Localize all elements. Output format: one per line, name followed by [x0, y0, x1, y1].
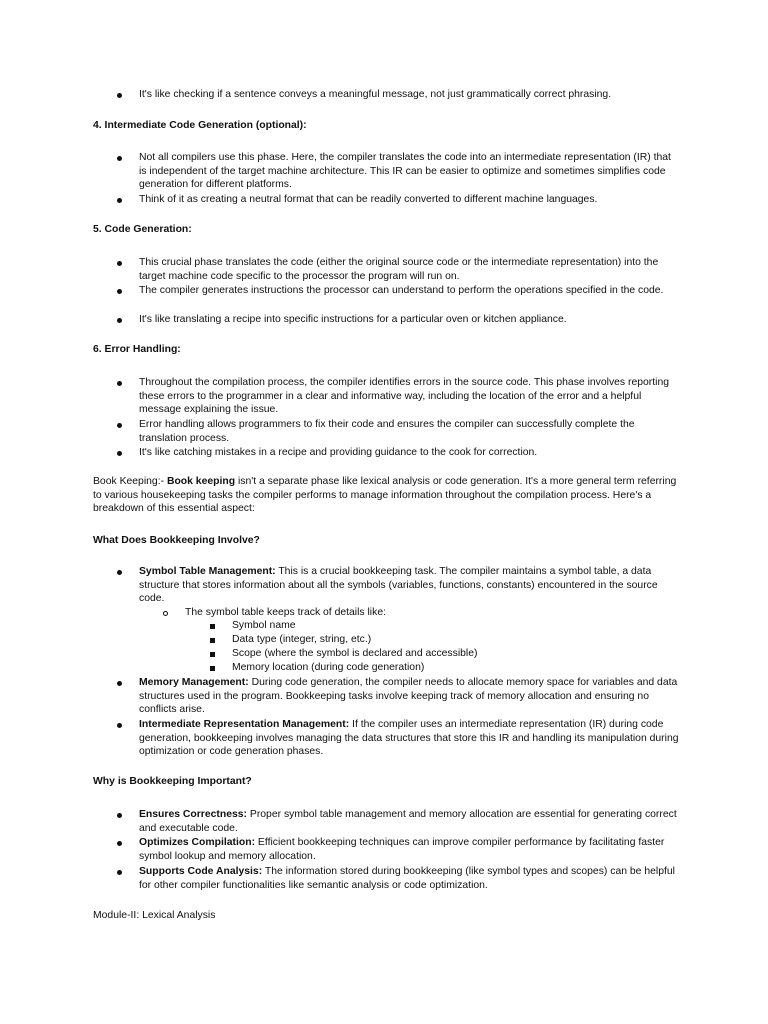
bookkeeping-intro	[93, 475, 683, 516]
section-4-bullet-1: Not all compilers use this phase. Here, the compiler translates the code into an intermediate representation (IR) that is independent of the target machine architecture. This IR can be easier to optimize and sometimes simplifies code generation for different platforms.	[139, 152, 671, 191]
bullet-dot	[117, 451, 122, 456]
why-item-1-text: Proper symbol table management and memory allocation are essential for generating correct and executable code.	[139, 809, 677, 834]
bookkeeping-prefix: Book Keeping:-	[93, 476, 167, 487]
bookkeeping-bold: Book keeping	[166, 476, 236, 487]
section-5-bullet-3: It's like translating a recipe into specific instructions for a particular oven or kitchen appliance.	[139, 314, 567, 325]
bookkeeping-rest: isn't a separate phase like lexical analysis or code generation. It's a more general term referring to various housekeeping tasks the compiler performs to manage information throughout the compilation process. Here's a breakdown of this essential aspect:	[93, 476, 677, 515]
section-5-heading: 5. Code Generation:	[93, 224, 192, 235]
what-item-2-text: During code generation, the compiler needs to allocate memory space for variables and data structures used in the program. Bookkeeping tasks involve keeping track of memory allocation and ensuring no conflicts arise.	[139, 677, 678, 716]
section-6-heading: 6. Error Handling:	[93, 344, 181, 355]
section-6-bullet-2: Error handling allows programmers to fix their code and ensures the compiler can successfully complete the translation process.	[139, 419, 635, 444]
bullet-dot	[117, 570, 122, 575]
symbol-sub: The symbol table keeps track of details like:	[185, 607, 386, 618]
bullet-dot	[117, 841, 122, 846]
bullet-dot	[117, 93, 122, 98]
section-6-bullet-1: Throughout the compilation process, the compiler identifies errors in the source code. This phase involves reporting these errors to the programmer in a clear and informative way, including the location of the error and a helpful message explaining the issue.	[139, 377, 670, 416]
why-item-1	[139, 808, 679, 835]
square-bullet	[210, 666, 215, 671]
square-bullet	[210, 652, 215, 657]
what-item-2-bold: Memory Management:	[139, 677, 249, 688]
why-item-2-bold: Optimizes Compilation:	[139, 837, 256, 848]
why-item-1-bold: Ensures Correctness:	[139, 809, 247, 820]
what-item-1-text: This is a crucial bookkeeping task. The compiler maintains a symbol table, a data structure that stores information about all the symbols (variables, functions, constants) encountered in the source code.	[139, 566, 658, 605]
intro-bullet-text: It's like checking if a sentence conveys a meaningful message, not just grammatically correct phrasing.	[139, 89, 612, 100]
why-item-3-text: The information stored during bookkeeping (like symbol types and scopes) can be helpful for other compiler functionalities like semantic analysis or code optimization.	[139, 866, 675, 891]
what-item-1-bold: Symbol Table Management:	[139, 566, 276, 577]
why-item-3	[139, 865, 679, 892]
bullet-dot	[117, 381, 122, 386]
symbol-detail-2: Data type (integer, string, etc.)	[232, 634, 372, 645]
symbol-detail-3: Scope (where the symbol is declared and accessible)	[232, 648, 478, 659]
circle-bullet	[163, 611, 168, 616]
why-item-2	[139, 836, 679, 863]
why-heading: Why is Bookkeeping Important?	[93, 776, 252, 787]
bullet-dot	[117, 198, 122, 203]
bullet-dot	[117, 681, 122, 686]
what-heading: What Does Bookkeeping Involve?	[93, 535, 260, 546]
what-item-1	[139, 565, 679, 606]
bullet-dot	[117, 423, 122, 428]
square-bullet	[210, 638, 215, 643]
symbol-detail-1: Symbol name	[232, 620, 296, 631]
symbol-detail-4: Memory location (during code generation)	[232, 662, 425, 673]
bullet-dot	[117, 318, 122, 323]
bullet-dot	[117, 156, 122, 161]
section-4-bullet-2: Think of it as creating a neutral format that can be readily converted to different machine languages.	[139, 194, 598, 205]
why-item-3-bold: Supports Code Analysis:	[139, 866, 263, 877]
bullet-dot	[117, 723, 122, 728]
what-item-3-text: If the compiler uses an intermediate representation (IR) during code generation, bookkeeping involves managing the data structures that store this IR and handling its manipulation during optimization or code generation phases.	[139, 719, 679, 758]
section-5-bullet-2: The compiler generates instructions the processor can understand to perform the operations specified in the code.	[139, 285, 664, 296]
what-item-3	[139, 718, 679, 759]
square-bullet	[210, 624, 215, 629]
why-item-2-text: Efficient bookkeeping techniques can improve compiler performance by facilitating faster symbol lookup and memory allocation.	[139, 837, 665, 862]
bullet-dot	[117, 813, 122, 818]
bullet-dot	[117, 870, 122, 875]
bullet-dot	[117, 289, 122, 294]
section-5-bullet-1: This crucial phase translates the code (either the original source code or the intermediate representation) into the target machine code specific to the processor the program will run on.	[139, 257, 659, 282]
module-line: Module-II: Lexical Analysis	[93, 910, 216, 921]
what-item-3-bold: Intermediate Representation Management:	[139, 719, 350, 730]
section-6-bullet-3: It's like catching mistakes in a recipe and providing guidance to the cook for correction.	[139, 447, 538, 458]
section-4-heading: 4. Intermediate Code Generation (optional):	[93, 120, 307, 131]
bullet-dot	[117, 261, 122, 266]
what-item-2	[139, 676, 679, 717]
